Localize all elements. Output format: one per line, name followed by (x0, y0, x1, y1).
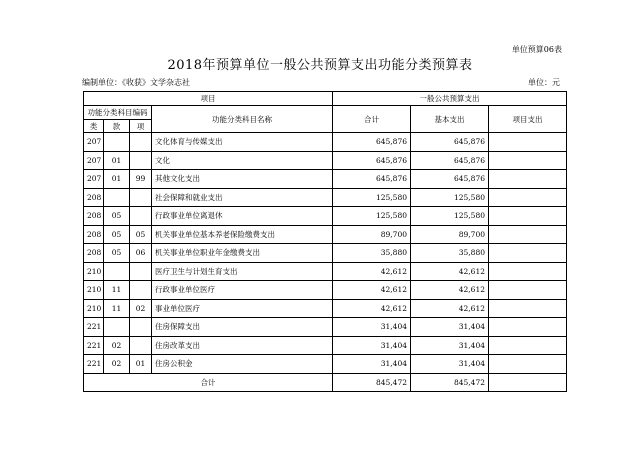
cell-lei: 207 (84, 133, 104, 152)
cell-xiang: 06 (130, 244, 152, 263)
cell-name: 其他文化支出 (152, 170, 333, 189)
cell-xiang: 01 (130, 355, 152, 374)
cell-total: 42,612 (333, 262, 411, 281)
cell-basic: 125,580 (411, 188, 489, 207)
cell-kuan (104, 318, 130, 337)
cell-kuan: 02 (104, 355, 130, 374)
cell-total: 125,580 (333, 207, 411, 226)
cell-total: 645,876 (333, 151, 411, 170)
cell-kuan: 01 (104, 170, 130, 189)
cell-lei: 210 (84, 281, 104, 300)
cell-name: 社会保障和就业支出 (152, 188, 333, 207)
table-row (84, 188, 567, 207)
cell-project-exp (489, 225, 567, 244)
header-code-group: 功能分类科目编码 (84, 106, 152, 120)
cell-kuan (104, 262, 130, 281)
cell-xiang: 99 (130, 170, 152, 189)
cell-project-exp (489, 281, 567, 300)
summary-project-exp (489, 373, 567, 392)
summary-label: 合计 (84, 373, 333, 392)
table-row (84, 133, 567, 152)
header-kuan: 款 (104, 120, 130, 133)
cell-total: 31,404 (333, 336, 411, 355)
header-name: 功能分类科目名称 (152, 106, 333, 133)
cell-basic: 42,612 (411, 299, 489, 318)
cell-basic: 645,876 (411, 133, 489, 152)
cell-xiang (130, 133, 152, 152)
cell-lei: 221 (84, 336, 104, 355)
cell-kuan: 05 (104, 225, 130, 244)
cell-xiang (130, 151, 152, 170)
currency-unit: 单位：元 (528, 78, 560, 87)
table-body (84, 133, 567, 374)
cell-lei: 208 (84, 244, 104, 263)
cell-kuan: 11 (104, 281, 130, 300)
cell-basic: 42,612 (411, 281, 489, 300)
cell-total: 35,880 (333, 244, 411, 263)
cell-xiang (130, 281, 152, 300)
cell-basic: 645,876 (411, 151, 489, 170)
cell-project-exp (489, 299, 567, 318)
cell-kuan: 05 (104, 244, 130, 263)
cell-kuan: 02 (104, 336, 130, 355)
budget-table (83, 91, 567, 392)
cell-project-exp (489, 188, 567, 207)
table-row (84, 336, 567, 355)
cell-lei: 221 (84, 318, 104, 337)
cell-basic: 89,700 (411, 225, 489, 244)
form-code: 单位预算06表 (511, 45, 562, 54)
table-row (84, 207, 567, 226)
table-row (84, 170, 567, 189)
cell-total: 125,580 (333, 188, 411, 207)
cell-xiang (130, 207, 152, 226)
cell-total: 645,876 (333, 133, 411, 152)
table-row (84, 318, 567, 337)
cell-name: 文化 (152, 151, 333, 170)
summary-basic: 845,472 (411, 373, 489, 392)
cell-kuan: 01 (104, 151, 130, 170)
cell-name: 住房公积金 (152, 355, 333, 374)
cell-name: 医疗卫生与计划生育支出 (152, 262, 333, 281)
cell-xiang: 05 (130, 225, 152, 244)
cell-project-exp (489, 133, 567, 152)
cell-project-exp (489, 244, 567, 263)
cell-project-exp (489, 336, 567, 355)
table-row (84, 355, 567, 374)
cell-xiang (130, 336, 152, 355)
cell-basic: 31,404 (411, 355, 489, 374)
compiling-unit: 编制单位：《收获》文学杂志社 (82, 78, 190, 87)
cell-lei: 208 (84, 207, 104, 226)
cell-total: 89,700 (333, 225, 411, 244)
cell-total: 31,404 (333, 355, 411, 374)
table-footer (84, 373, 567, 392)
table-row (84, 299, 567, 318)
cell-total: 645,876 (333, 170, 411, 189)
header-total: 合计 (333, 106, 411, 133)
summary-row (84, 373, 567, 392)
cell-basic: 125,580 (411, 207, 489, 226)
cell-project-exp (489, 262, 567, 281)
cell-lei: 207 (84, 170, 104, 189)
cell-project-exp (489, 207, 567, 226)
cell-name: 文化体育与传媒支出 (152, 133, 333, 152)
cell-project-exp (489, 318, 567, 337)
table-row (84, 281, 567, 300)
cell-name: 机关事业单位基本养老保险缴费支出 (152, 225, 333, 244)
cell-name: 机关事业单位职业年金缴费支出 (152, 244, 333, 263)
table-row (84, 244, 567, 263)
header-lei: 类 (84, 120, 104, 133)
cell-xiang (130, 188, 152, 207)
cell-basic: 645,876 (411, 170, 489, 189)
cell-name: 事业单位医疗 (152, 299, 333, 318)
cell-project-exp (489, 151, 567, 170)
cell-total: 31,404 (333, 318, 411, 337)
cell-kuan (104, 188, 130, 207)
cell-lei: 208 (84, 225, 104, 244)
table-row (84, 262, 567, 281)
cell-lei: 210 (84, 299, 104, 318)
cell-xiang (130, 262, 152, 281)
cell-kuan: 11 (104, 299, 130, 318)
cell-kuan: 05 (104, 207, 130, 226)
header-project-exp: 项目支出 (489, 106, 567, 133)
table-header (84, 92, 567, 133)
cell-project-exp (489, 170, 567, 189)
cell-lei: 210 (84, 262, 104, 281)
cell-name: 行政事业单位离退休 (152, 207, 333, 226)
cell-basic: 42,612 (411, 262, 489, 281)
cell-project-exp (489, 355, 567, 374)
cell-kuan (104, 133, 130, 152)
cell-lei: 207 (84, 151, 104, 170)
cell-xiang: 02 (130, 299, 152, 318)
cell-xiang (130, 318, 152, 337)
cell-basic: 35,880 (411, 244, 489, 263)
page-title: 2018年预算单位一般公共预算支出功能分类预算表 (167, 58, 473, 73)
cell-basic: 31,404 (411, 318, 489, 337)
summary-total: 845,472 (333, 373, 411, 392)
cell-name: 住房改革支出 (152, 336, 333, 355)
table-row (84, 225, 567, 244)
header-xiang: 项 (130, 120, 152, 133)
cell-name: 行政事业单位医疗 (152, 281, 333, 300)
header-budget-group: 一般公共预算支出 (333, 92, 567, 106)
cell-total: 42,612 (333, 299, 411, 318)
cell-name: 住房保障支出 (152, 318, 333, 337)
cell-lei: 221 (84, 355, 104, 374)
table-row (84, 151, 567, 170)
header-project: 项目 (84, 92, 333, 106)
header-basic: 基本支出 (411, 106, 489, 133)
cell-basic: 31,404 (411, 336, 489, 355)
cell-lei: 208 (84, 188, 104, 207)
cell-total: 42,612 (333, 281, 411, 300)
